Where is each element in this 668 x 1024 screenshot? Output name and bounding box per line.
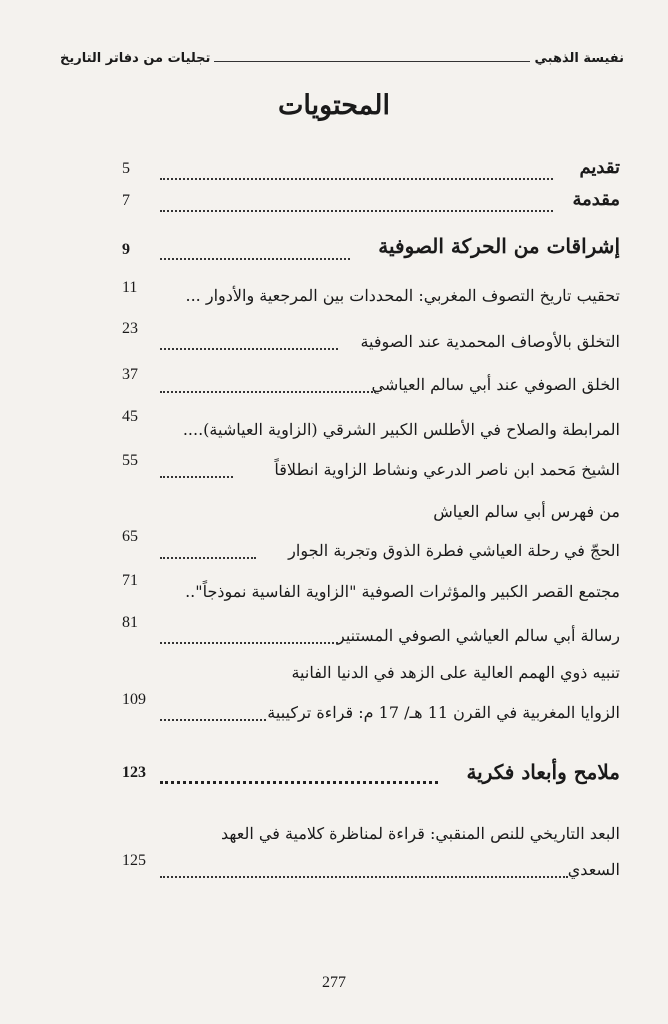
- dot-leader: [160, 781, 438, 784]
- toc-page-number: 109: [122, 691, 146, 708]
- toc-page-number: 9: [122, 241, 130, 258]
- toc-entry-title-continued: من فهرس أبي سالم العياش: [433, 502, 620, 521]
- header-book-title: تجليات من دفاتر التاريخ: [60, 51, 211, 66]
- toc-page-number: 11: [122, 279, 138, 296]
- toc-page-number: 23: [122, 320, 138, 337]
- dot-leader: [160, 178, 553, 180]
- header-author: نفيسة الذهبي: [534, 51, 624, 66]
- toc-entry-title: المرابطة والصلاح في الأطلس الكبير الشرقي (الزاوية العياشية)....: [182, 420, 620, 439]
- toc-entry-title: رسالة أبي سالم العياشي الصوفي المستنير: [336, 626, 620, 645]
- dot-leader: [160, 876, 568, 878]
- toc-entry-title-continued: السعدي: [567, 860, 620, 879]
- toc-entry-title: الزوايا المغربية في القرن 11 هـ/ 17 م: قراءة تركيبية: [267, 703, 620, 722]
- page-number: 277: [322, 974, 346, 991]
- dot-leader: [160, 557, 256, 559]
- dot-leader: [160, 719, 266, 721]
- toc-entry-title: الشيخ مَحمد ابن ناصر الدرعي ونشاط الزاوية انطلاقاً: [274, 460, 620, 479]
- toc-page-number: 125: [122, 852, 146, 869]
- toc-entry-title: إشراقات من الحركة الصوفية: [378, 234, 620, 258]
- toc-page-number: 55: [122, 452, 138, 469]
- toc-entry-title: البعد التاريخي للنص المنقبي: قراءة لمناظرة كلامية في العهد: [220, 824, 620, 843]
- toc-page-number: 71: [122, 572, 138, 589]
- toc-page-number: 81: [122, 614, 138, 631]
- toc-page-number: 7: [122, 192, 130, 209]
- toc-entry-title: الخلق الصوفي عند أبي سالم العياشي: [371, 375, 620, 394]
- dot-leader: [160, 391, 376, 393]
- toc-page-number: 37: [122, 366, 138, 383]
- toc-entry-title: مجتمع القصر الكبير والمؤثرات الصوفية "الزاوية الفاسية نموذجاً"..: [185, 582, 620, 601]
- header-rule: [214, 60, 530, 62]
- dot-leader: [160, 258, 350, 260]
- toc-page-number: 123: [122, 764, 146, 781]
- toc-entry-title: ملامح وأبعاد فكرية: [466, 760, 620, 784]
- dot-leader: [160, 476, 233, 478]
- toc-entry-title: مقدمة: [572, 189, 620, 210]
- toc-entry-title: الحجّ في رحلة العياشي فطرة الذوق وتجربة الجوار: [288, 541, 620, 560]
- toc-entry-title: التخلق بالأوصاف المحمدية عند الصوفية: [360, 332, 620, 351]
- toc-page-number: 5: [122, 160, 130, 177]
- toc-title: المحتويات: [277, 90, 391, 121]
- dot-leader: [160, 210, 553, 212]
- dot-leader: [160, 642, 338, 644]
- toc-page-number: 45: [122, 408, 138, 425]
- running-header: [60, 46, 624, 66]
- dot-leader: [160, 348, 338, 350]
- toc-entry-title: تحقيب تاريخ التصوف المغربي: المحددات بين المرجعية والأدوار ...: [185, 286, 620, 305]
- toc-entry-title-continued: تنبيه ذوي الهمم العالية على الزهد في الدنيا الفانية: [291, 663, 620, 682]
- toc-page-number: 65: [122, 528, 138, 545]
- toc-entry-title: تقديم: [579, 157, 620, 178]
